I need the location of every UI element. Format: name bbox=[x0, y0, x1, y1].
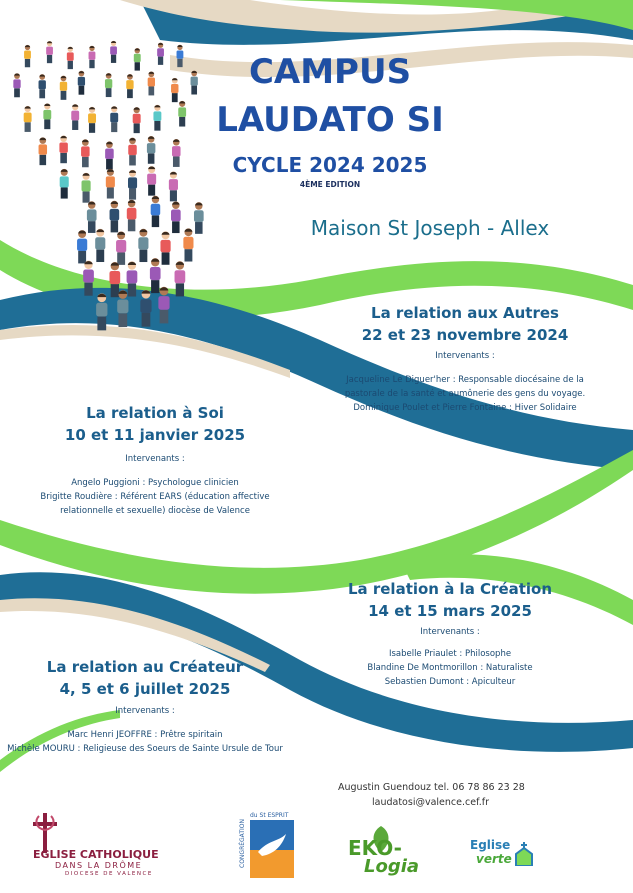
speaker-line: Jacqueline Le Diguer'her : Responsable diocésaine de la bbox=[346, 375, 584, 385]
church-icon bbox=[514, 842, 534, 866]
person-figure bbox=[171, 201, 181, 233]
person-figure bbox=[158, 287, 169, 324]
person-figure bbox=[88, 107, 96, 133]
person-figure bbox=[106, 169, 115, 199]
session-date: 10 et 11 janvier 2025 bbox=[64, 426, 246, 444]
person-figure bbox=[172, 139, 181, 167]
person-figure bbox=[116, 231, 126, 264]
person-figure bbox=[39, 137, 47, 165]
person-figure bbox=[39, 74, 46, 98]
person-figure bbox=[95, 229, 105, 262]
session-title: La relation à Soi bbox=[86, 404, 224, 422]
person-figure bbox=[127, 261, 138, 296]
ekologia-logo bbox=[348, 830, 428, 880]
person-figure bbox=[178, 101, 186, 127]
person-figure bbox=[96, 293, 107, 330]
speakers-label: Intervenants : bbox=[435, 351, 495, 361]
logo-line1: Eglise bbox=[470, 838, 511, 852]
session-autres bbox=[330, 302, 600, 415]
speaker-line: Brigitte Roudière : Référent EARS (éducation affective bbox=[40, 492, 270, 502]
person-figure bbox=[175, 261, 186, 296]
eglise-verte-logo bbox=[470, 838, 540, 874]
speaker-line: Marc Henri JEOFFRE : Prêtre spiritain bbox=[67, 730, 223, 740]
person-figure bbox=[134, 48, 141, 71]
person-figure bbox=[67, 47, 74, 69]
person-figure bbox=[110, 106, 118, 132]
speaker-line: Michèle MOURU : Religieuse des Soeurs de Sainte Ursule de Tour bbox=[7, 744, 283, 754]
logo-line2: DANS LA DRÔME bbox=[55, 861, 143, 870]
speaker-line: relationnelle et sexuelle) diocèse de Valence bbox=[60, 506, 250, 516]
person-figure bbox=[127, 200, 137, 232]
person-figure bbox=[147, 136, 155, 164]
person-figure bbox=[109, 262, 120, 297]
contact-phone: Augustin Guendouz tel. 06 78 86 23 28 bbox=[338, 782, 525, 793]
person-figure bbox=[169, 172, 178, 202]
person-figure bbox=[128, 138, 136, 166]
logo-vertical-text: CONGRÉGATION bbox=[238, 819, 246, 868]
speaker-line: Blandine De Montmorillon : Naturaliste bbox=[367, 663, 533, 673]
speaker-line: pastorale de la santé et aumônerie des gens du voyage. bbox=[344, 389, 586, 399]
person-figure bbox=[60, 76, 67, 100]
session-creation bbox=[315, 578, 585, 689]
eglise-catholique-logo bbox=[25, 808, 175, 878]
person-figure bbox=[110, 201, 120, 233]
person-figure bbox=[46, 41, 53, 63]
person-figure bbox=[171, 78, 178, 102]
logo-top-text: du St ESPRIT bbox=[250, 812, 289, 819]
person-figure bbox=[87, 201, 97, 233]
person-figure bbox=[126, 74, 133, 98]
person-figure bbox=[24, 45, 31, 67]
person-figure bbox=[81, 139, 90, 167]
congregation-logo bbox=[238, 812, 302, 878]
speaker-line: Angelo Puggioni : Psychologue clinicien bbox=[71, 478, 239, 488]
person-figure bbox=[71, 104, 79, 130]
person-figure bbox=[183, 228, 193, 261]
person-figure bbox=[83, 261, 94, 296]
logo-line3: DIOCESE DE VALENCE bbox=[65, 871, 153, 877]
person-figure bbox=[151, 196, 161, 227]
person-figure bbox=[148, 71, 155, 95]
speakers-label: Intervenants : bbox=[115, 706, 175, 716]
person-figure bbox=[157, 43, 164, 65]
person-figure bbox=[140, 290, 151, 327]
speakers-label: Intervenants : bbox=[420, 627, 480, 637]
person-figure bbox=[78, 71, 85, 95]
person-figure bbox=[128, 170, 137, 200]
person-figure bbox=[160, 231, 170, 264]
speaker-line: Isabelle Priaulet : Philosophe bbox=[388, 649, 512, 659]
person-figure bbox=[138, 229, 148, 262]
session-title: La relation aux Autres bbox=[371, 304, 559, 322]
person-figure bbox=[59, 135, 67, 163]
session-date: 14 et 15 mars 2025 bbox=[368, 602, 532, 620]
logo-line1: EKO- bbox=[348, 836, 402, 860]
speaker-line: Dominique Poulet et Pierre Fontaine : Hiver Solidaire bbox=[353, 403, 577, 413]
person-figure bbox=[105, 73, 112, 97]
session-title: La relation à la Création bbox=[347, 580, 553, 598]
session-date: 4, 5 et 6 juillet 2025 bbox=[59, 680, 231, 698]
logo-line1: EGLISE CATHOLIQUE bbox=[33, 848, 159, 861]
person-figure bbox=[150, 258, 161, 293]
person-figure bbox=[43, 103, 51, 129]
person-figure bbox=[153, 105, 161, 131]
session-date: 22 et 23 novembre 2024 bbox=[361, 326, 569, 344]
edition-label: 4ÈME EDITION bbox=[299, 180, 361, 189]
session-title: La relation au Créateur bbox=[46, 658, 244, 676]
person-figure bbox=[105, 141, 114, 169]
title-line1: CAMPUS bbox=[248, 52, 412, 92]
person-figure bbox=[147, 166, 156, 196]
logo-line2: verte bbox=[476, 852, 512, 866]
person-figure bbox=[82, 173, 91, 203]
person-figure bbox=[177, 45, 184, 67]
person-figure bbox=[77, 230, 87, 263]
cycle-label: CYCLE 2024 2025 bbox=[232, 153, 428, 177]
person-figure bbox=[191, 71, 198, 95]
contact-email: laudatosi@valence.cef.fr bbox=[372, 797, 489, 808]
speaker-line: Sebastien Dumont : Apiculteur bbox=[384, 677, 516, 687]
person-figure bbox=[194, 202, 204, 234]
person-figure bbox=[60, 169, 69, 199]
venue-label: Maison St Joseph - Allex bbox=[310, 216, 550, 240]
crowd-illustration bbox=[10, 40, 250, 340]
dove-icon bbox=[250, 820, 294, 878]
speakers-label: Intervenants : bbox=[125, 454, 185, 464]
person-figure bbox=[89, 46, 96, 68]
person-figure bbox=[117, 290, 128, 327]
person-figure bbox=[110, 41, 117, 63]
title-line2: LAUDATO SI bbox=[216, 100, 444, 140]
logo-line2: Logia bbox=[364, 856, 420, 877]
person-figure bbox=[133, 107, 141, 133]
person-figure bbox=[24, 106, 32, 132]
session-soi bbox=[20, 402, 290, 518]
session-createur bbox=[0, 656, 290, 756]
person-figure bbox=[13, 73, 20, 97]
